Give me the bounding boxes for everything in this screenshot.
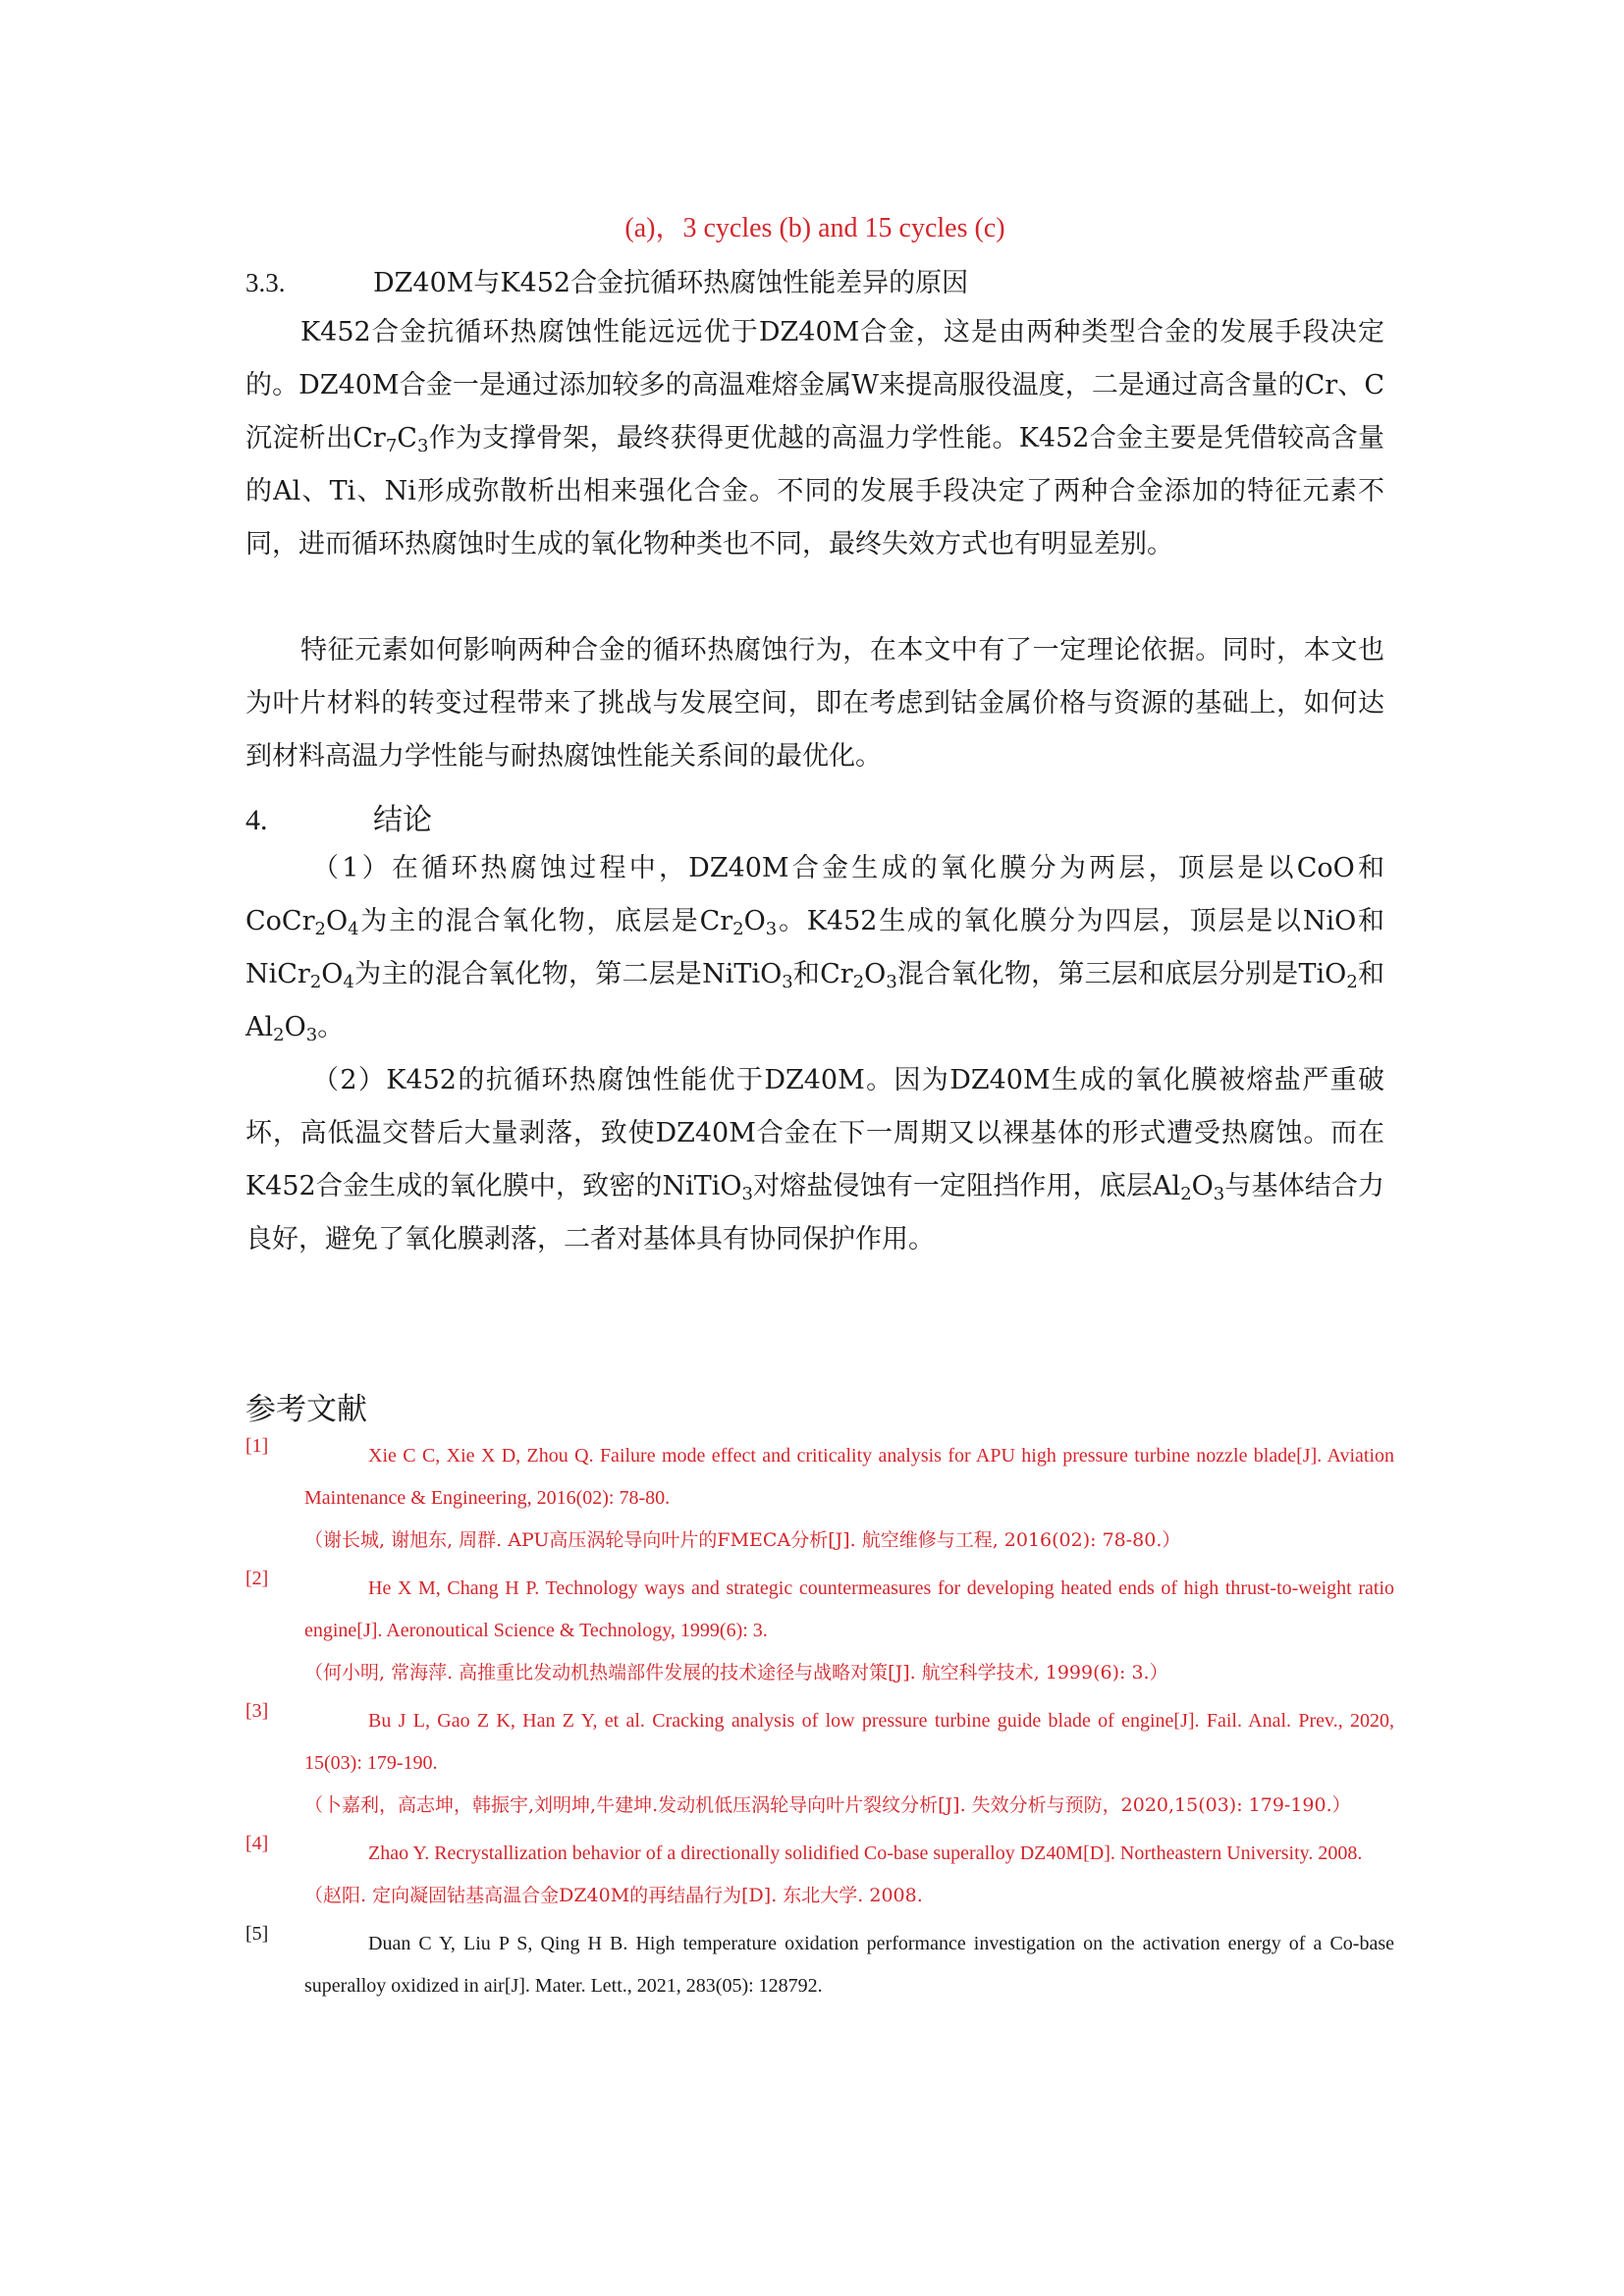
reference-english: He X M, Chang H P. Technology ways and strategic countermeasures for developing heated ends of high thrust-to-weight ratio engine[J]. Aeronoutical Science & Technology, 1999(6): 3. [304,1577,1394,1641]
body-paragraph-1: K452合金抗循环热腐蚀性能远远优于DZ40M合金，这是由两种类型合金的发展手段决定的。DZ40M合金一是通过添加较多的高温难熔金属W来提高服役温度，二是通过高含量的Cr、C沉淀析出$Cr_7C_3$作为支撑骨架，最终获得更优越的高温力学性能。K452合金主要是凭借较高含量的Al、Ti、Ni形成弥散析出相来强化合金。不同的发展手段决定了两种合金添加的特征元素不同，进而循环热腐蚀时生成的氧化物种类也不同，最终失效方式也有明显差别。 [245,317,1384,560]
section-number: 3.3. [245,268,286,297]
reference-english: Duan C Y, Liu P S, Qing H B. High temperature oxidation performance investigation on the activation energy of a Co-base superalloy oxidized in air[J]. Mater. Lett., 2021, 283(05): 128792. [304,1933,1394,1997]
section-heading-4 [245,795,432,838]
reference-chinese: （谢长城, 谢旭东, 周群. APU高压涡轮导向叶片的FMECA分析[J]. 航空维修与工程, 2016(02): 78-80.） [304,1529,1181,1551]
conclusion-paragraph-2: （2）K452的抗循环热腐蚀性能优于DZ40M。因为DZ40M生成的氧化膜被熔盐严重破坏，高低温交替后大量剥落，致使DZ40M合金在下一周期又以裸基体的形式遭受热腐蚀。而在K452合金生成的氧化膜中，致密的NiTiO$_3$对熔盐侵蚀有一定阻挡作用，底层$Al_2O_3$与基体结合力良好，避免了氧化膜剥落，二者对基体具有协同保护作用。 [245,1065,1385,1255]
conclusion-paragraph-1: （1）在循环热腐蚀过程中，DZ40M合金生成的氧化膜分为两层，顶层是以CoO和$CoCr_2O_4$为主的混合氧化物，底层是$Cr_2O_3$。K452生成的氧化膜分为四层，顶层是以NiO和$NiCr_2O_4$为主的混合氧化物，第二层是NiTiO$_3$和$Cr_2O_3$混合氧化物，第三层和底层分别是TiO$_2$和$Al_2O_3$。 [245,853,1385,1045]
reference-number: [3] [245,1700,269,1722]
reference-list [245,1435,1394,2013]
reference-english: Zhao Y. Recrystallization behavior of a directionally solidified Co-base superalloy DZ40M[D]. Northeastern University. 2008. [368,1842,1363,1864]
reference-english: Xie C C, Xie X D, Zhou Q. Failure mode effect and criticality analysis for APU high pressure turbine nozzle blade[J]. Aviation Maintenance & Engineering, 2016(02): 78-80. [304,1445,1394,1509]
body-paragraph-2: 特征元素如何影响两种合金的循环热腐蚀行为，在本文中有了一定理论依据。同时，本文也为叶片材料的转变过程带来了挑战与发展空间，即在考虑到钴金属价格与资源的基础上，如何达到材料高温力学性能与耐热腐蚀性能关系间的最优化。 [245,635,1384,772]
section-heading-3-3 [245,261,968,299]
section-title: 结论 [373,803,432,837]
reference-chinese: （卜嘉利，高志坤，韩振宇,刘明坤,牛建坤.发动机低压涡轮导向叶片裂纹分析[J]. 失效分析与预防，2020,15(03): 179-190.） [304,1794,1351,1816]
reference-number: [4] [245,1833,269,1854]
references-title: 参考文献 [245,1392,367,1427]
reference-number: [5] [245,1923,269,1945]
reference-number: [1] [245,1435,269,1457]
reference-english: Bu J L, Gao Z K, Han Z Y, et al. Cracking analysis of low pressure turbine guide blade of engine[J]. Fail. Anal. Prev., 2020, 15(03): 179-190. [304,1710,1394,1774]
reference-item [245,1435,1394,1562]
reference-item [245,1833,1394,1917]
section-title: DZ40M与K452合金抗循环热腐蚀性能差异的原因 [373,268,969,298]
reference-chinese: （赵阳. 定向凝固钴基高温合金DZ40M的再结晶行为[D]. 东北大学. 2008. [304,1885,923,1906]
reference-chinese: （何小明, 常海萍. 高推重比发动机热端部件发展的技术途径与战略对策[J]. 航空科学技术, 1999(6): 3.） [304,1662,1168,1683]
section-number: 4. [245,804,268,836]
reference-item [245,1700,1394,1827]
reference-item [245,1568,1394,1694]
reference-item [245,1923,1394,2007]
reference-number: [2] [245,1568,269,1589]
figure-caption-tail: (a)，3 cycles (b) and 15 cycles (c) [624,213,1005,243]
